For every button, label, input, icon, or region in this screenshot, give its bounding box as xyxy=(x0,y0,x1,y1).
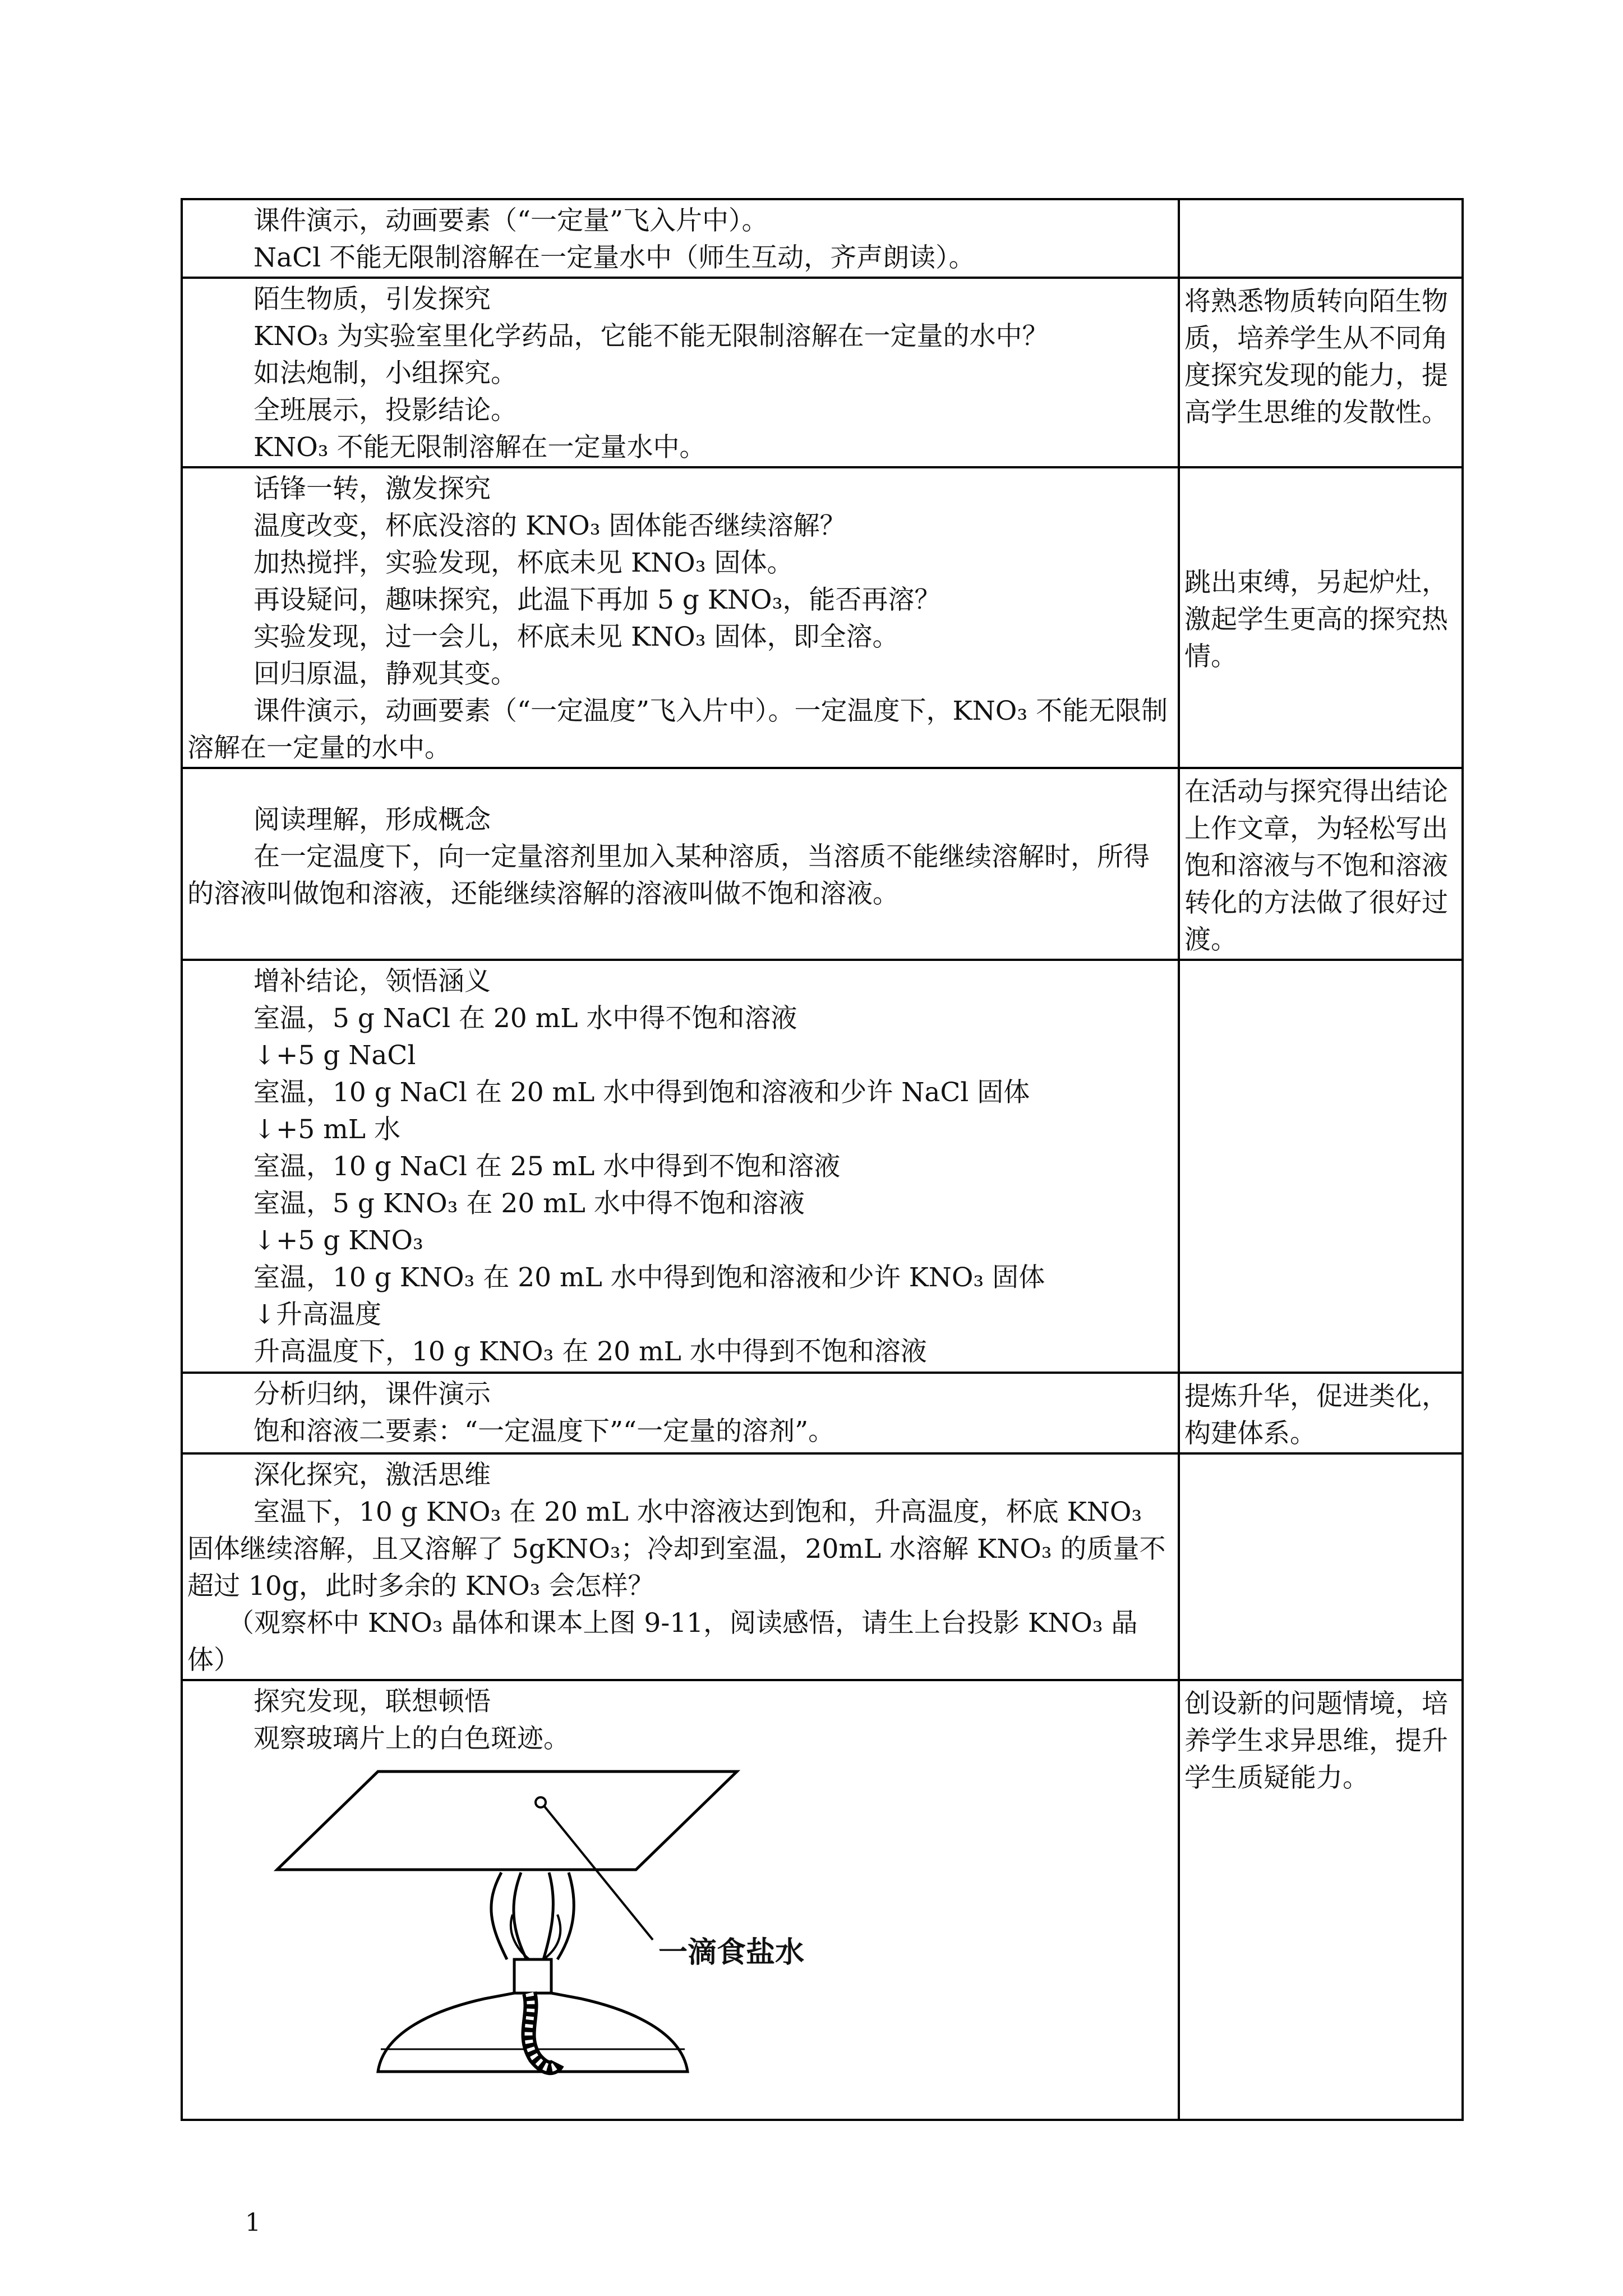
text-line: 分析归纳，课件演示 xyxy=(253,1379,491,1410)
table-row xyxy=(182,278,1463,467)
intent-text xyxy=(1180,961,1461,965)
lesson-plan-table xyxy=(181,198,1464,2121)
arrow-line: ↓+5 mL 水 xyxy=(187,1111,1173,1148)
text-line: 温度改变，杯底没溶的 KNO₃ 固体能否继续溶解？ xyxy=(253,510,846,541)
text-line: 实验发现，过一会儿，杯底未见 KNO₃ 固体，即全溶。 xyxy=(253,622,899,652)
intent-cell xyxy=(1179,467,1463,768)
text-line: KNO₃ 不能无限制溶解在一定量水中。 xyxy=(253,432,706,463)
activity-cell xyxy=(182,960,1179,1373)
figure-label: 一滴食盐水 xyxy=(658,1936,805,1970)
activity-cell xyxy=(182,1680,1179,2120)
intent-cell xyxy=(1179,1680,1463,2120)
text-line: 增补结论，领悟涵义 xyxy=(253,966,491,997)
text-line: KNO₃ 为实验室里化学药品，它能不能无限制溶解在一定量的水中？ xyxy=(253,321,1049,352)
text-line: NaCl 不能无限制溶解在一定量水中（师生互动，齐声朗读）。 xyxy=(253,242,975,273)
arrow-line: ↓+5 g NaCl xyxy=(187,1037,1173,1074)
text-line: 陌生物质，引发探究 xyxy=(253,284,491,315)
glass-plate xyxy=(277,1772,737,1870)
intent-cell xyxy=(1179,199,1463,278)
table-row xyxy=(182,1453,1463,1680)
page-number: 1 xyxy=(245,2208,261,2237)
intent-cell xyxy=(1179,960,1463,1373)
text-line: 饱和溶液二要素：“一定温度下”“一定量的溶剂”。 xyxy=(253,1416,835,1447)
intent-text xyxy=(1180,200,1461,205)
text-line: 室温，10 g NaCl 在 25 mL 水中得到不饱和溶液 xyxy=(253,1151,841,1182)
text-paragraph: 室温下，10 g KNO₃ 在 20 mL 水中溶液达到饱和，升高温度，杯底 KNO₃ 固体继续溶解，且又溶解了 5gKNO₃；冷却到室温，20mL 水溶解 KNO₃ 的质量不超过 10g，此时多余的 KNO₃ 会怎样？ xyxy=(187,1497,1166,1602)
text-line: 深化探究，激活思维 xyxy=(253,1460,491,1490)
activity-cell xyxy=(182,278,1179,467)
text-line: 室温，5 g NaCl 在 20 mL 水中得不饱和溶液 xyxy=(253,1003,797,1034)
text-line: 室温，10 g KNO₃ 在 20 mL 水中得到饱和溶液和少许 KNO₃ 固体 xyxy=(253,1262,1045,1293)
intent-text: 创设新的问题情境，培养学生求异思维，提升学生质疑能力。 xyxy=(1184,1688,1448,1793)
text-line: 回归原温，静观其变。 xyxy=(253,659,517,689)
down-arrow-icon: ↓ xyxy=(253,1114,276,1145)
flame xyxy=(491,1872,574,1959)
text-line: 如法炮制，小组探究。 xyxy=(253,358,517,389)
text-line: 话锋一转，激发探究 xyxy=(253,473,491,504)
intent-text: 将熟悉物质转向陌生物质，培养学生从不同角度探究发现的能力，提高学生思维的发散性。 xyxy=(1184,286,1448,428)
text-line: 观察玻璃片上的白色斑迹。 xyxy=(253,1723,570,1754)
activity-cell xyxy=(182,467,1179,768)
intent-text: 在活动与探究得出结论上作文章，为轻松写出饱和溶液与不饱和溶液转化的方法做了很好过渡。 xyxy=(1184,776,1448,955)
wick-holder xyxy=(514,1959,551,1993)
intent-cell xyxy=(1179,278,1463,467)
text-paragraph: （观察杯中 KNO₃ 晶体和课本上图 9-11，阅读感悟，请生上台投影 KNO₃ 晶体） xyxy=(187,1608,1138,1676)
arrow-line: ↓+5 g KNO₃ xyxy=(187,1222,1173,1259)
text-line: 再设疑问，趣味探究，此温下再加 5 g KNO₃，能否再溶？ xyxy=(253,585,941,615)
intent-cell xyxy=(1179,1373,1463,1453)
activity-cell xyxy=(182,768,1179,960)
text-line: 升高温度下，10 g KNO₃ 在 20 mL 水中得到不饱和溶液 xyxy=(253,1336,927,1367)
alcohol-lamp-figure xyxy=(187,1757,1182,2072)
down-arrow-icon: ↓ xyxy=(253,1225,276,1256)
intent-text xyxy=(1180,1455,1461,1459)
activity-cell xyxy=(182,1373,1179,1453)
text-paragraph: 在一定温度下，向一定量溶剂里加入某种溶质，当溶质不能继续溶解时，所得的溶液叫做饱和溶液，还能继续溶解的溶液叫做不饱和溶液。 xyxy=(187,841,1150,909)
table-row xyxy=(182,960,1463,1373)
intent-text: 提炼升华，促进类化，构建体系。 xyxy=(1184,1381,1448,1449)
activity-cell xyxy=(182,1453,1179,1680)
text-line: 阅读理解，形成概念 xyxy=(253,804,491,835)
text-line: 加热搅拌，实验发现，杯底未见 KNO₃ 固体。 xyxy=(253,547,794,578)
intent-text: 跳出束缚，另起炉灶，激起学生更高的探究热情。 xyxy=(1184,567,1448,672)
table-row xyxy=(182,1680,1463,2120)
table-row xyxy=(182,768,1463,960)
text-line: 课件演示，动画要素（“一定量”飞入片中）。 xyxy=(253,205,768,236)
table-row xyxy=(182,1373,1463,1453)
arrow-line: ↓升高温度 xyxy=(187,1296,1173,1333)
text-line: 全班展示，投影结论。 xyxy=(253,395,517,426)
down-arrow-icon: ↓ xyxy=(253,1040,276,1071)
intent-cell xyxy=(1179,1453,1463,1680)
text-line: 室温，5 g KNO₃ 在 20 mL 水中得不饱和溶液 xyxy=(253,1188,805,1219)
text-line: 探究发现，联想顿悟 xyxy=(253,1686,491,1717)
text-paragraph: 课件演示，动画要素（“一定温度”飞入片中）。一定温度下，KNO₃ 不能无限制溶解在一定量的水中。 xyxy=(187,696,1168,763)
intent-cell xyxy=(1179,768,1463,960)
down-arrow-icon: ↓ xyxy=(253,1299,276,1330)
alcohol-lamp-diagram xyxy=(266,1757,827,2094)
table-row xyxy=(182,467,1463,768)
table-row xyxy=(182,199,1463,278)
activity-cell xyxy=(182,199,1179,278)
text-line: 室温，10 g NaCl 在 20 mL 水中得到饱和溶液和少许 NaCl 固体 xyxy=(253,1077,1030,1108)
